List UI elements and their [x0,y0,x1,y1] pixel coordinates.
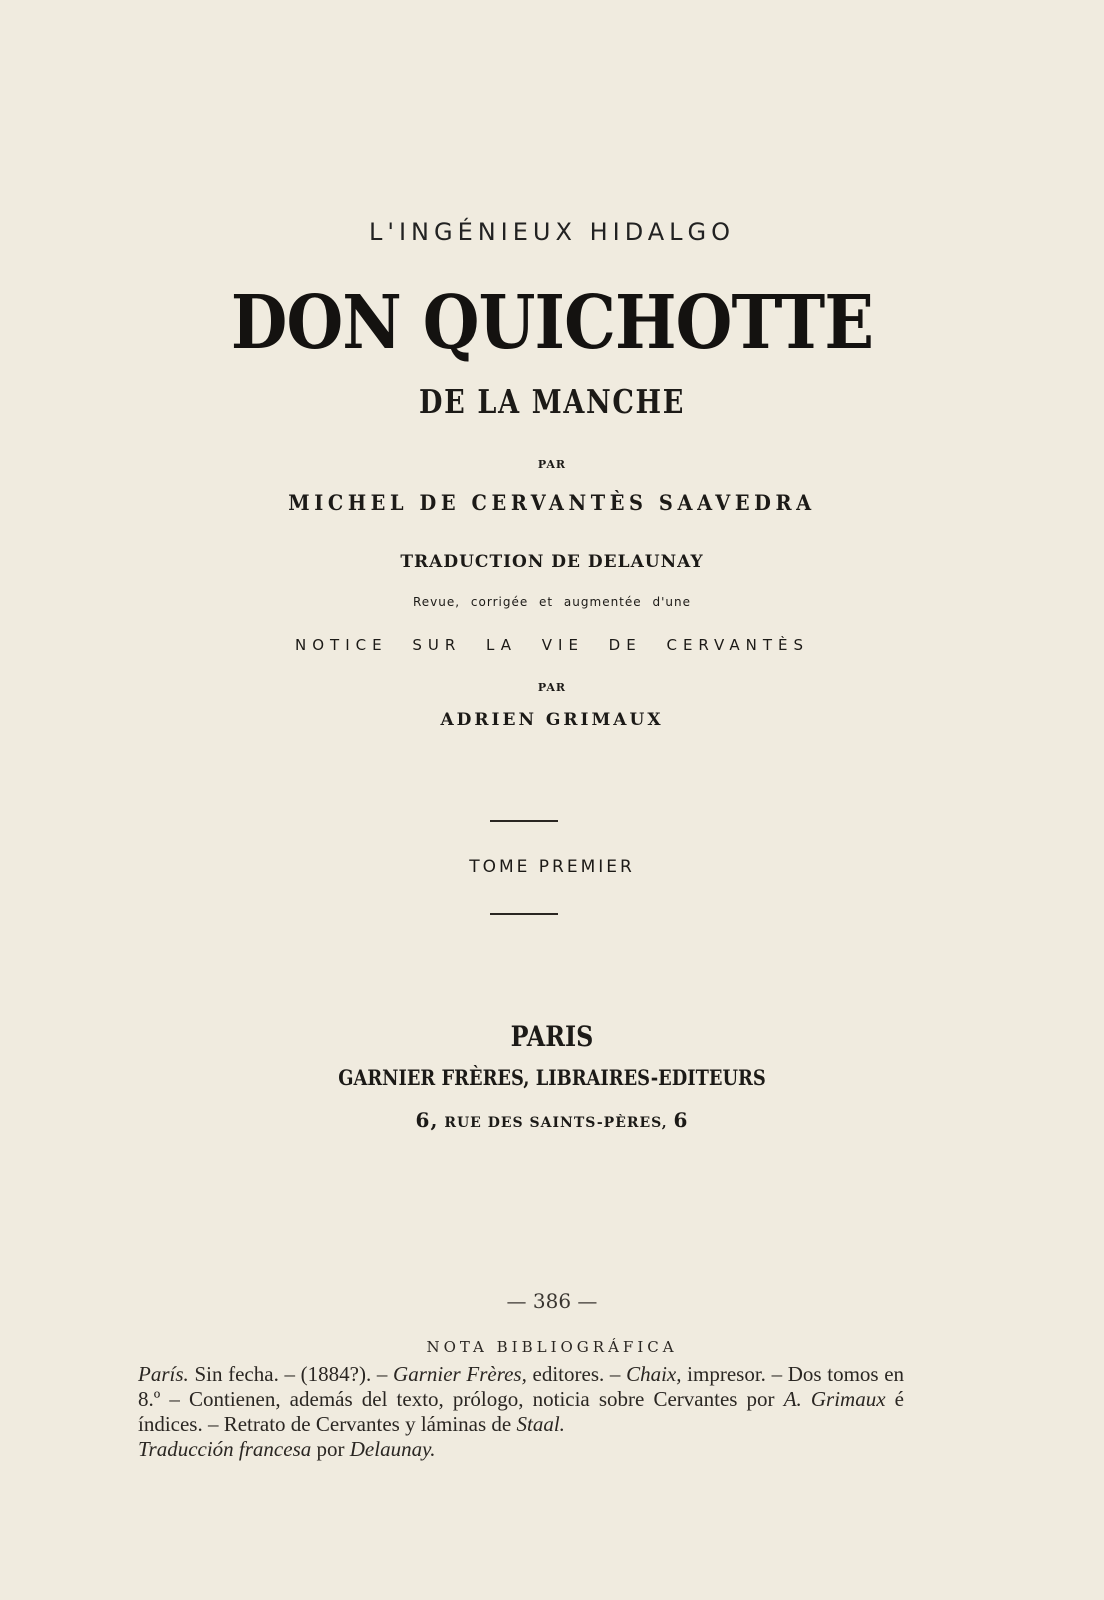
book-title: DON QUICHOTTE [230,280,874,366]
divider-rule-bottom [490,913,558,915]
notice-title: NOTICE SUR LA VIE DE CERVANTÈS [295,636,809,654]
address-number-start: 6, [415,1108,439,1132]
note-translator: Delaunay. [349,1437,436,1461]
volume-label: TOME PREMIER [469,857,635,877]
imprint-address [0,1108,1104,1132]
note-notice-author: A. Grimaux [783,1387,886,1411]
imprint-city: PARIS [510,1020,594,1053]
note-date: Sin fecha. – (1884?). – [194,1362,388,1386]
author-name: MICHEL DE CERVANTÈS SAAVEDRA [288,490,816,515]
imprint-publisher: GARNIER FRÈRES, LIBRAIRES-EDITEURS [338,1065,766,1090]
note-printer: Chaix, [626,1362,682,1386]
book-subtitle-top: L'INGÉNIEUX HIDALGO [368,218,736,246]
note-heading: NOTA BIBLIOGRÁFICA [426,1338,678,1356]
note-indices: é índices. – Retrato de Cervantes y láminas de [138,1387,904,1436]
translation-credit: TRADUCTION DE DELAUNAY [400,552,704,572]
par-label-author: PAR [537,458,567,471]
note-illustrator: Staal. [516,1412,565,1436]
note-printer-role: impresor. – Dos tomos en 8.º – Contienen, además del texto, prólogo, noticia sobre Cervantes por [138,1362,905,1411]
note-body [138,1362,904,1462]
note-translation-label: Traducción francesa [138,1437,312,1461]
note-publisher-role: editores. – [532,1362,621,1386]
par-label-editor: PAR [537,681,567,694]
note-publisher: Garnier Frères, [393,1362,527,1386]
address-number-end: 6 [673,1108,689,1132]
divider-rule-top [490,820,558,822]
address-street: RUE DES SAINTS-PÈRES, [444,1115,668,1131]
page-number: — 386 — [506,1289,598,1313]
revision-note: Revue, corrigée et augmentée d'une [413,595,691,609]
note-place: París. [138,1362,189,1386]
notice-author-name: ADRIEN GRIMAUX [440,710,664,730]
note-by: por [316,1437,345,1461]
book-title-continuation: DE LA MANCHE [418,382,686,421]
